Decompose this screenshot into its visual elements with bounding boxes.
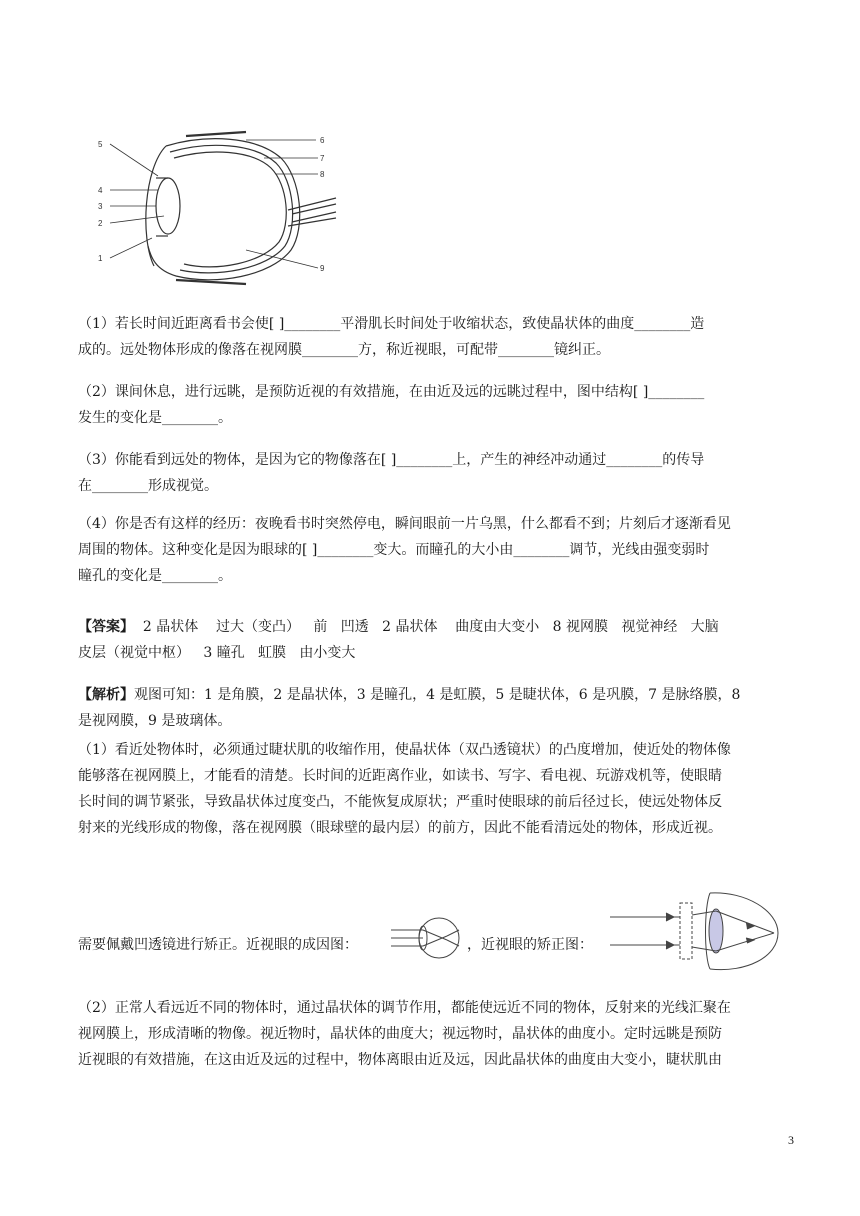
- question-3-line-1: （3）你能看到远处的物体，是因为它的物像落在[ ]________上，产生的神经冲动通过________的传导: [78, 452, 705, 468]
- label-4: 4: [98, 186, 103, 195]
- label-3: 3: [98, 202, 103, 211]
- question-4-line-1: （4）你是否有这样的经历：夜晚看书时突然停电，瞬间眼前一片乌黑，什么都看不到；片刻后才逐渐看见: [78, 516, 731, 532]
- analysis-tag: 【解析】: [78, 687, 134, 703]
- analysis-p1-line-3: 长时间的调节紧张，导致晶状体过度变凸，不能恢复成原状；严重时使眼球的前后径过长，使远处物体反: [78, 794, 722, 810]
- myopia-correction-diagram: [606, 887, 784, 975]
- label-8: 8: [320, 170, 325, 179]
- label-1: 1: [98, 254, 103, 263]
- analysis-intro: [78, 682, 784, 734]
- analysis-line-2: 是视网膜，9 是玻璃体。: [78, 713, 232, 729]
- answer-tag: 【答案】: [78, 619, 134, 635]
- analysis-p1-line-2: 能够落在视网膜上，才能看的清楚。长时间的近距离作业，如读书、写字、看电视、玩游戏机等，使眼睛: [78, 768, 722, 784]
- figure-line-text-a: 需要佩戴凹透镜进行矫正。近视眼的成因图：: [78, 937, 358, 953]
- label-7: 7: [320, 154, 325, 163]
- label-5: 5: [98, 140, 103, 149]
- analysis-p1-line-1: （1）看近处物体时，必须通过睫状肌的收缩作用，使晶状体（双凸透镜状）的凸度增加，使近处的物体像: [78, 742, 731, 758]
- label-2: 2: [98, 219, 103, 228]
- eye-structure-diagram: [96, 128, 356, 290]
- question-1-line-2: 成的。远处物体形成的像落在视网膜________方，称近视眼，可配带________镜纠正。: [78, 342, 610, 358]
- analysis-paragraph-2: [78, 995, 784, 1073]
- question-4: [78, 511, 784, 589]
- label-6: 6: [320, 136, 325, 145]
- page-number: 3: [788, 1133, 794, 1147]
- figure-line-text-b: ，近视眼的矫正图：: [467, 937, 593, 953]
- label-9: 9: [320, 264, 325, 273]
- question-2-line-2: 发生的变化是________。: [78, 410, 232, 426]
- answer-line-2: 皮层（视觉中枢） 3 瞳孔 虹膜 由小变大: [78, 645, 356, 661]
- answer-block: [78, 614, 784, 666]
- myopia-cause-diagram: [387, 910, 467, 966]
- question-1: [78, 311, 784, 363]
- question-2: [78, 379, 784, 431]
- analysis-paragraph-1: [78, 737, 784, 841]
- question-4-line-3: 瞳孔的变化是________。: [78, 568, 232, 584]
- question-4-line-2: 周围的物体。这种变化是因为眼球的[ ]________变大。而瞳孔的大小由________调节，光线由强变弱时: [78, 542, 710, 558]
- analysis-line-1: 观图可知：1 是角膜，2 是晶状体，3 是瞳孔，4 是虹膜，5 是睫状体，6 是巩膜，7 是脉络膜，8: [134, 687, 741, 703]
- analysis-p2-line-2: 视网膜上，形成清晰的物像。视近物时，晶状体的曲度大；视远物时，晶状体的曲度小。定时远眺是预防: [78, 1026, 722, 1042]
- answer-line-1: 2 晶状体 过大（变凸） 前 凹透 2 晶状体 曲度由大变小 8 视网膜 视觉神经 大脑: [134, 619, 719, 635]
- question-2-line-1: （2）课间休息，进行远眺，是预防近视的有效措施，在由近及远的远眺过程中，图中结构[ ]________: [78, 384, 705, 400]
- analysis-p2-line-1: （2）正常人看远近不同的物体时，通过晶状体的调节作用，都能使远近不同的物体，反射来的光线汇聚在: [78, 1000, 731, 1016]
- question-3: [78, 447, 784, 499]
- analysis-p2-line-3: 近视眼的有效措施，在这由近及远的过程中，物体离眼由近及远，因此晶状体的曲度由大变小，睫状肌由: [78, 1052, 722, 1068]
- question-3-line-2: 在________形成视觉。: [78, 478, 218, 494]
- question-1-line-1: （1）若长时间近距离看书会使[ ]________平滑肌长时间处于收缩状态，致使晶状体的曲度________造: [78, 316, 705, 332]
- analysis-p1-line-4: 射来的光线形成的物像，落在视网膜（眼球壁的最内层）的前方，因此不能看清远处的物体，形成近视。: [78, 820, 722, 836]
